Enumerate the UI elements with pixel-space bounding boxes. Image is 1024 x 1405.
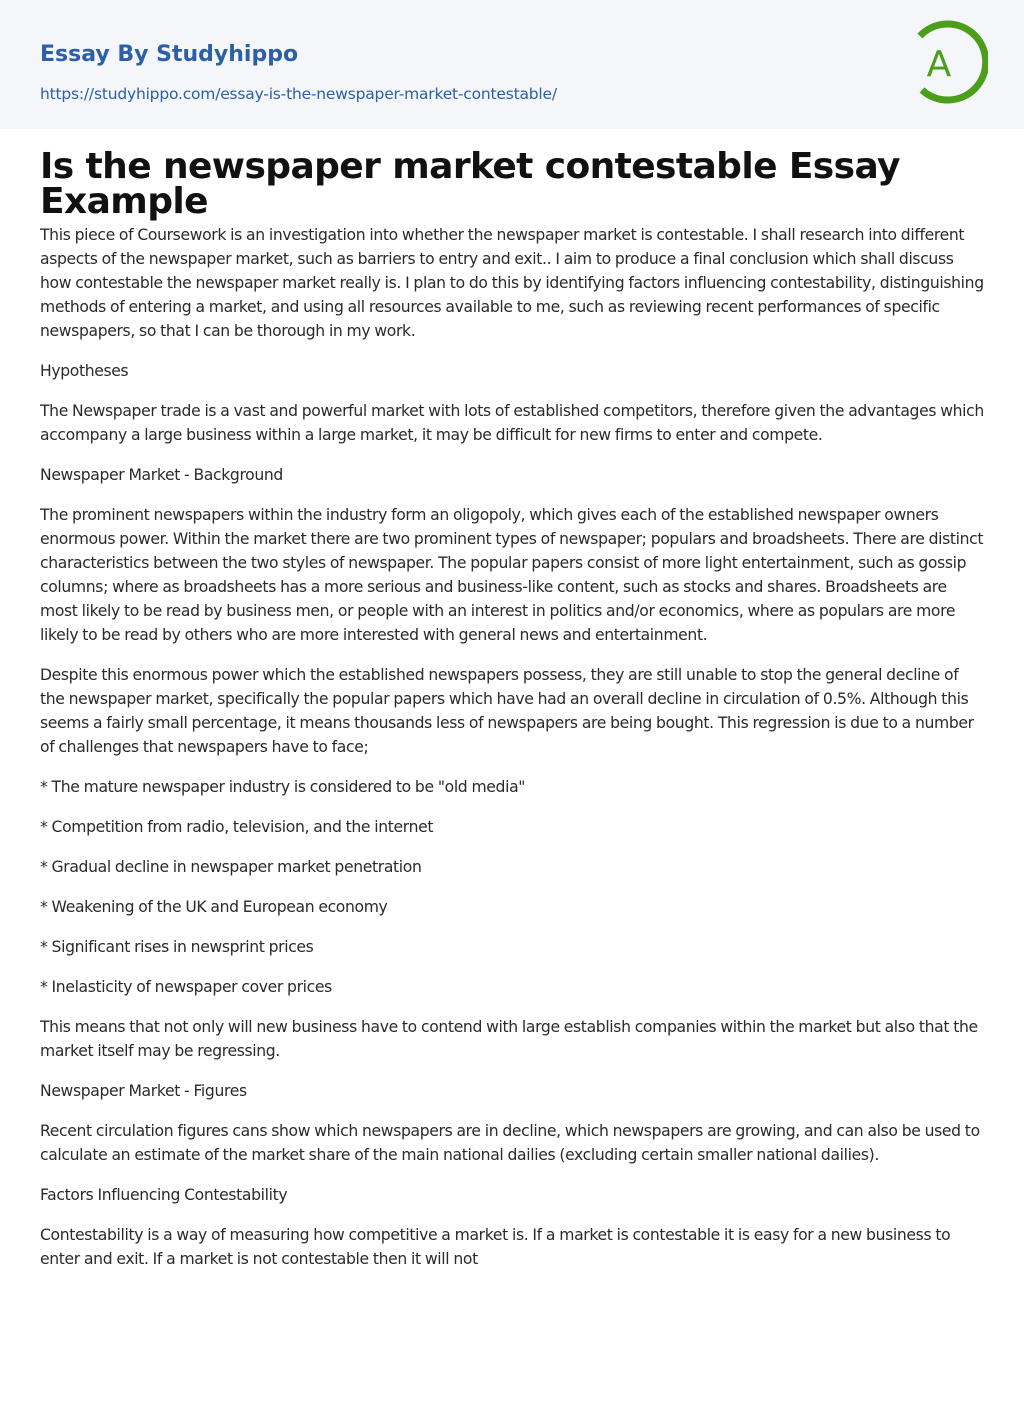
challenge-list-item: * The mature newspaper industry is considered to be "old media"	[40, 778, 526, 796]
decline-paragraph: Despite this enormous power which the established newspapers possess, they are still unable to stop the general decline of the newspaper market, specifically the popular papers which have had an overall decline in circulation of 0.5%. Although this seems a fairly small percentage, it means thousands less of newspapers are being bought. This regression is due to a number of challenges that newspapers have to face;	[40, 666, 974, 756]
regression-paragraph: This means that not only will new business have to contend with large establish companies within the market but also that the market itself may be regressing.	[40, 1018, 978, 1060]
page-title: Is the newspaper market contestable Essay Example	[40, 146, 900, 222]
brand-title: Essay By Studyhippo	[40, 42, 299, 67]
hypotheses-paragraph: The Newspaper trade is a vast and powerful market with lots of established competitors, therefore given the advantages which accompany a large business within a large market, it may be difficult for new firms to enter and compete.	[40, 402, 984, 444]
challenge-list-item: * Weakening of the UK and European economy	[40, 898, 388, 916]
article	[0, 146, 1024, 1271]
section-heading-background: Newspaper Market - Background	[40, 466, 283, 484]
contestability-paragraph: Contestability is a way of measuring how competitive a market is. If a market is contestable it is easy for a new business to enter and exit. If a market is not contestable then it will not	[40, 1226, 951, 1268]
challenge-list-item: * Significant rises in newsprint prices	[40, 938, 314, 956]
section-heading-figures: Newspaper Market - Figures	[40, 1082, 247, 1100]
background-paragraph: The prominent newspapers within the industry form an oligopoly, which gives each of the established newspaper owners enormous power. Within the market there are two prominent types of newspaper; populars and broadsheets. There are distinct characteristics between the two styles of newspaper. The popular papers consist of more light entertainment, such as gossip columns; where as broadsheets has a more serious and business-like content, such as stocks and shares. Broadsheets are most likely to be read by business men, or people with an interest in politics and/or economics, where as populars are more likely to be read by others who are more interested with general news and entertainment.	[40, 506, 984, 644]
site-header	[0, 0, 1024, 129]
challenge-list-item: * Gradual decline in newspaper market penetration	[40, 858, 422, 876]
section-heading-factors: Factors Influencing Contestability	[40, 1186, 288, 1204]
intro-paragraph: This piece of Coursework is an investigation into whether the newspaper market is contestable. I shall research into different aspects of the newspaper market, such as barriers to entry and exit.. I aim to produce a final conclusion which shall discuss how contestable the newspaper market really is. I plan to do this by identifying factors influencing contestability, distinguishing methods of entering a market, and using all resources available to me, such as reviewing recent performances of specific newspapers, so that I can be thorough in my work.	[40, 226, 984, 340]
challenge-list-item: * Inelasticity of newspaper cover prices	[40, 978, 332, 996]
section-heading-hypotheses: Hypotheses	[40, 362, 129, 380]
figures-paragraph: Recent circulation figures cans show which newspapers are in decline, which newspapers are growing, and can also be used to calculate an estimate of the market share of the main national dailies (excluding certain smaller national dailies).	[40, 1122, 980, 1164]
studyhippo-logo-icon[interactable]	[908, 18, 988, 106]
logo-letter: A	[926, 44, 952, 85]
source-url-link[interactable]: https://studyhippo.com/essay-is-the-newspaper-market-contestable/	[40, 85, 557, 103]
challenge-list-item: * Competition from radio, television, and the internet	[40, 818, 434, 836]
